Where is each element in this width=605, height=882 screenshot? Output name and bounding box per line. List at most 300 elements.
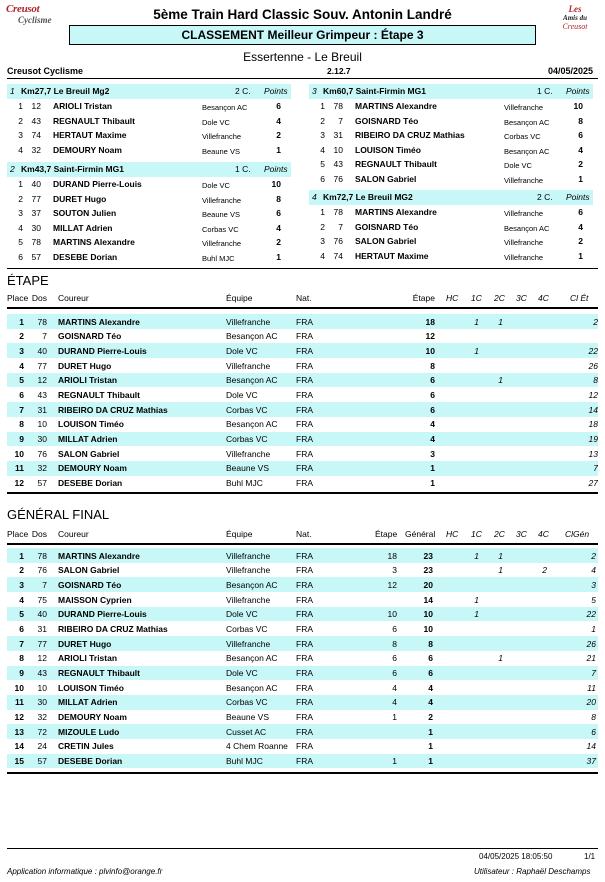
gpm-row-points: 1 bbox=[276, 144, 281, 155]
gpm-row bbox=[7, 250, 291, 265]
gpm-row-dossard: 77 bbox=[31, 193, 41, 204]
etape-rider: RIBEIRO DA CRUZ Mathias bbox=[58, 404, 168, 415]
general-header-rule bbox=[7, 543, 598, 545]
general-rider: GOISNARD Téo bbox=[58, 579, 122, 590]
general-rider: REGNAULT Thibault bbox=[58, 668, 140, 678]
general-etape-points: 6 bbox=[392, 668, 397, 678]
gpm-row-place: 3 bbox=[320, 236, 325, 246]
etape-place: 11 bbox=[15, 463, 24, 474]
general-rider: MILLAT Adrien bbox=[58, 697, 118, 708]
general-place: 14 bbox=[14, 741, 24, 752]
gpm-row-rider: RIBEIRO DA CRUZ Mathias bbox=[355, 130, 465, 140]
etape-dossard: 40 bbox=[37, 345, 47, 356]
etape-rider: MARTINS Alexandre bbox=[58, 316, 140, 327]
gpm-row-place: 4 bbox=[18, 222, 23, 233]
etape-1c: 1 bbox=[474, 316, 479, 327]
col-place-header: Place bbox=[7, 529, 29, 539]
gpm-category: 2 C. bbox=[537, 192, 553, 202]
logo-left-line2: Cyclisme bbox=[18, 15, 52, 25]
col-rider-header: Coureur bbox=[58, 529, 89, 539]
etape-cl: 26 bbox=[588, 360, 598, 371]
gpm-row-points: 4 bbox=[276, 222, 281, 233]
general-total: 10 bbox=[423, 623, 433, 634]
gpm-row-dossard: 78 bbox=[31, 237, 41, 247]
etape-row bbox=[7, 358, 598, 373]
col-team-header: Équipe bbox=[226, 529, 253, 539]
general-place: 2 bbox=[19, 565, 24, 576]
logo-right-line3: Creusot bbox=[562, 22, 588, 31]
general-dossard: 24 bbox=[37, 741, 47, 752]
general-rider: CRETIN Jules bbox=[58, 741, 114, 752]
general-nat: FRA bbox=[296, 579, 313, 590]
gpm-row-place: 2 bbox=[18, 193, 23, 204]
col-etape-header: Étape bbox=[412, 293, 435, 303]
gpm-header bbox=[7, 162, 291, 177]
gpm-row-team: Besançon AC bbox=[504, 117, 550, 127]
general-team: Villefranche bbox=[226, 550, 271, 561]
gpm-row-team: Besançon AC bbox=[202, 103, 248, 112]
gpm-row-dossard: 78 bbox=[333, 101, 343, 111]
etape-nat: FRA bbox=[296, 345, 313, 356]
gpm-header bbox=[309, 190, 593, 205]
general-team: Dole VC bbox=[226, 668, 258, 678]
etape-dossard: 32 bbox=[37, 463, 47, 474]
etape-team: Dole VC bbox=[226, 389, 258, 400]
etape-place: 8 bbox=[19, 419, 24, 430]
etape-cl: 18 bbox=[588, 419, 598, 430]
etape-1c: 1 bbox=[474, 345, 479, 356]
gpm-row-place: 6 bbox=[320, 173, 325, 184]
gpm-row-team: Villefranche bbox=[504, 209, 544, 218]
gpm-row bbox=[309, 99, 593, 114]
etape-place: 6 bbox=[19, 389, 24, 400]
gpm-row-rider: GOISNARD Téo bbox=[355, 115, 419, 126]
gpm-row-rider: DESEBE Dorian bbox=[53, 251, 118, 262]
etape-team: Dole VC bbox=[226, 345, 258, 356]
gpm-row-team: Besançon AC bbox=[504, 223, 550, 233]
general-dossard: 43 bbox=[37, 668, 47, 678]
general-total: 6 bbox=[428, 668, 433, 678]
general-row bbox=[7, 710, 598, 725]
etape-rider: DEMOURY Noam bbox=[58, 463, 127, 474]
etape-dossard: 10 bbox=[37, 419, 47, 430]
gpm-row-dossard: 76 bbox=[333, 236, 343, 246]
general-dossard: 78 bbox=[37, 550, 47, 561]
etape-cl: 7 bbox=[593, 463, 598, 474]
gpm-row-team: Dole VC bbox=[202, 117, 230, 127]
etape-row bbox=[7, 343, 598, 358]
etape-points: 18 bbox=[425, 316, 435, 327]
gpm-row-team: Villefranche bbox=[202, 132, 242, 141]
general-cl: 14 bbox=[586, 741, 596, 752]
etape-team: Buhl MJC bbox=[226, 478, 263, 489]
user-credit: Utilisateur : Raphaël Deschamps bbox=[474, 867, 591, 876]
gpm-row bbox=[7, 177, 291, 192]
gpm-row-place: 2 bbox=[18, 115, 23, 126]
general-row bbox=[7, 739, 598, 754]
general-row bbox=[7, 651, 598, 666]
gpm-category: 1 C. bbox=[235, 164, 251, 174]
general-place: 13 bbox=[14, 726, 24, 737]
gpm-name: Km60,7 Saint-Firmin MG1 bbox=[323, 86, 426, 96]
etape-place: 3 bbox=[19, 345, 24, 356]
general-etape-points: 3 bbox=[392, 565, 397, 576]
race-date: 04/05/2025 bbox=[548, 66, 594, 76]
gpm-row-points: 10 bbox=[573, 101, 583, 111]
general-cl: 22 bbox=[586, 609, 596, 620]
general-rider: DURAND Pierre-Louis bbox=[58, 609, 147, 620]
general-total: 4 bbox=[428, 682, 433, 693]
general-total: 23 bbox=[423, 550, 433, 561]
general-etape-points: 4 bbox=[392, 682, 397, 693]
general-nat: FRA bbox=[296, 682, 313, 693]
general-2c: 1 bbox=[498, 550, 503, 561]
etape-header-rule bbox=[7, 307, 598, 309]
etape-nat: FRA bbox=[296, 375, 313, 386]
general-row bbox=[7, 621, 598, 636]
gpm-points-label: Points bbox=[566, 192, 590, 202]
etape-team: Villefranche bbox=[226, 448, 271, 459]
general-total: 14 bbox=[423, 594, 433, 605]
gpm-block-3 bbox=[309, 84, 593, 186]
gpm-row bbox=[309, 143, 593, 158]
general-team: Besançon AC bbox=[226, 682, 278, 693]
etape-dossard: 43 bbox=[37, 389, 47, 400]
general-dossard: 12 bbox=[37, 653, 47, 664]
gpm-row-team: Beaune VS bbox=[202, 146, 240, 156]
col-hc-header: HC bbox=[446, 529, 459, 539]
etape-row bbox=[7, 387, 598, 402]
gpm-row-place: 3 bbox=[320, 130, 325, 140]
etape-row bbox=[7, 402, 598, 417]
col-dossard-header: Dos bbox=[31, 529, 47, 539]
gpm-row-team: Dole VC bbox=[202, 181, 230, 190]
etape-place: 2 bbox=[19, 331, 24, 342]
etape-dossard: 78 bbox=[37, 316, 47, 327]
general-1c: 1 bbox=[474, 594, 479, 605]
etape-cl: 8 bbox=[593, 375, 598, 386]
gpm-category: 2 C. bbox=[235, 86, 251, 96]
etape-nat: FRA bbox=[296, 360, 313, 371]
etape-nat: FRA bbox=[296, 389, 313, 400]
general-cl: 2 bbox=[591, 550, 596, 561]
general-nat: FRA bbox=[296, 726, 313, 737]
gpm-row-dossard: 7 bbox=[338, 115, 343, 126]
gpm-row-points: 2 bbox=[578, 236, 583, 246]
etape-points: 6 bbox=[430, 389, 435, 400]
general-row bbox=[7, 563, 598, 578]
etape-cl: 14 bbox=[588, 404, 598, 415]
general-place: 8 bbox=[19, 653, 24, 664]
general-cl: 8 bbox=[591, 712, 596, 723]
general-total: 1 bbox=[428, 741, 433, 752]
gpm-row bbox=[309, 220, 593, 235]
general-team: 4 Chem Roanne bbox=[226, 741, 288, 752]
gpm-row-points: 1 bbox=[276, 251, 281, 262]
etape-cl: 2 bbox=[593, 316, 598, 327]
etape-place: 7 bbox=[19, 404, 24, 415]
general-dossard: 30 bbox=[37, 697, 47, 708]
gpm-row-points: 6 bbox=[578, 207, 583, 217]
table-header-row bbox=[7, 527, 598, 541]
gpm-row-rider: REGNAULT Thibault bbox=[53, 115, 135, 126]
general-rider: SALON Gabriel bbox=[58, 565, 120, 576]
col-nat-header: Nat. bbox=[296, 529, 312, 539]
general-nat: FRA bbox=[296, 623, 313, 634]
etape-place: 12 bbox=[14, 478, 24, 489]
col-3c-header: 3C bbox=[516, 293, 527, 303]
etape-rider: MILLAT Adrien bbox=[58, 434, 118, 444]
general-nat: FRA bbox=[296, 756, 313, 767]
gpm-row-team: Villefranche bbox=[202, 239, 242, 248]
etape-nat: FRA bbox=[296, 316, 313, 327]
col-general-header: Général bbox=[405, 529, 436, 539]
gpm-row-team: Buhl MJC bbox=[202, 253, 235, 263]
general-etape-points: 6 bbox=[392, 623, 397, 634]
gpm-row-points: 6 bbox=[276, 208, 281, 218]
etape-cl: 13 bbox=[588, 448, 598, 459]
etape-team: Villefranche bbox=[226, 316, 271, 327]
gpm-row-rider: MILLAT Adrien bbox=[53, 222, 113, 233]
gpm-block-2 bbox=[7, 162, 291, 264]
gpm-row-dossard: 40 bbox=[31, 179, 41, 189]
gpm-row bbox=[309, 234, 593, 249]
etape-place: 1 bbox=[19, 316, 24, 327]
gpm-row-team: Corbas VC bbox=[202, 224, 239, 234]
col-nat-header: Nat. bbox=[296, 293, 312, 303]
etape-points: 4 bbox=[430, 434, 435, 444]
general-total: 1 bbox=[428, 756, 433, 767]
etape-points: 6 bbox=[430, 375, 435, 386]
etape-rider: ARIOLI Tristan bbox=[58, 375, 118, 386]
general-total: 2 bbox=[428, 712, 433, 723]
organizer-club: Creusot Cyclisme bbox=[7, 66, 84, 76]
gpm-row-place: 4 bbox=[18, 144, 23, 155]
gpm-row-rider: MARTINS Alexandre bbox=[53, 237, 135, 247]
gpm-points-label: Points bbox=[264, 164, 288, 174]
gpm-row-place: 3 bbox=[18, 130, 23, 140]
etape-table bbox=[7, 314, 598, 490]
gpm-row-place: 1 bbox=[18, 179, 23, 189]
general-nat: FRA bbox=[296, 741, 313, 752]
etape-dossard: 57 bbox=[37, 478, 47, 489]
general-dossard: 75 bbox=[37, 594, 47, 605]
etape-rider: DESEBE Dorian bbox=[58, 478, 123, 489]
general-team: Buhl MJC bbox=[226, 756, 263, 767]
general-nat: FRA bbox=[296, 668, 313, 678]
etape-team: Corbas VC bbox=[226, 434, 268, 444]
general-dossard: 57 bbox=[37, 756, 47, 767]
gpm-block-4 bbox=[309, 190, 593, 263]
gpm-row-place: 5 bbox=[18, 237, 23, 247]
general-place: 6 bbox=[19, 623, 24, 634]
etape-points: 1 bbox=[430, 463, 435, 474]
gpm-row bbox=[309, 172, 593, 187]
etape-row bbox=[7, 446, 598, 461]
etape-dossard: 12 bbox=[37, 375, 47, 386]
general-place: 1 bbox=[19, 550, 24, 561]
gpm-number: 2 bbox=[10, 164, 15, 174]
general-1c: 1 bbox=[474, 609, 479, 620]
general-team: Corbas VC bbox=[226, 623, 268, 634]
gpm-row-points: 4 bbox=[578, 144, 583, 155]
general-cl: 5 bbox=[591, 594, 596, 605]
gpm-row-points: 2 bbox=[578, 159, 583, 169]
gpm-row-place: 2 bbox=[320, 115, 325, 126]
gpm-row bbox=[309, 114, 593, 129]
footer-divider bbox=[7, 848, 598, 849]
gpm-row bbox=[7, 221, 291, 236]
etape-nat: FRA bbox=[296, 434, 313, 444]
gpm-row-points: 4 bbox=[276, 115, 281, 126]
general-place: 5 bbox=[19, 609, 24, 620]
general-table-header bbox=[7, 527, 598, 541]
general-row bbox=[7, 680, 598, 695]
general-dossard: 10 bbox=[37, 682, 47, 693]
gpm-row-place: 1 bbox=[320, 207, 325, 217]
etape-rider: LOUISON Timéo bbox=[58, 419, 124, 430]
etape-nat: FRA bbox=[296, 448, 313, 459]
general-dossard: 40 bbox=[37, 609, 47, 620]
gpm-row-rider: SALON Gabriel bbox=[355, 173, 417, 184]
print-timestamp: 04/05/2025 18:05:50 bbox=[479, 852, 553, 861]
gpm-row-dossard: 43 bbox=[31, 115, 41, 126]
gpm-row bbox=[7, 99, 291, 114]
gpm-row-place: 2 bbox=[320, 221, 325, 232]
general-total: 4 bbox=[428, 697, 433, 708]
gpm-name: Km72,7 Le Breuil MG2 bbox=[323, 192, 413, 202]
gpm-row-dossard: 12 bbox=[31, 101, 41, 111]
gpm-row-points: 6 bbox=[276, 101, 281, 111]
logo-right-line1: Les bbox=[568, 4, 582, 14]
general-rider: MARTINS Alexandre bbox=[58, 550, 140, 561]
gpm-row-dossard: 74 bbox=[333, 250, 343, 261]
etape-nat: FRA bbox=[296, 419, 313, 430]
gpm-row bbox=[7, 128, 291, 143]
etape-row bbox=[7, 476, 598, 491]
general-cl: 37 bbox=[586, 756, 596, 767]
gpm-row-rider: REGNAULT Thibault bbox=[355, 159, 437, 169]
etape-team: Besançon AC bbox=[226, 331, 278, 342]
general-table bbox=[7, 548, 598, 768]
general-cl: 4 bbox=[591, 565, 596, 576]
gpm-row bbox=[309, 128, 593, 143]
etape-place: 10 bbox=[14, 448, 24, 459]
general-total: 23 bbox=[423, 565, 433, 576]
general-row bbox=[7, 666, 598, 681]
etape-dossard: 30 bbox=[37, 434, 47, 444]
etape-dossard: 76 bbox=[37, 448, 47, 459]
gpm-row-team: Villefranche bbox=[202, 195, 242, 205]
gpm-number: 3 bbox=[312, 86, 317, 96]
col-2c-header: 2C bbox=[494, 293, 505, 303]
gpm-row-dossard: 30 bbox=[31, 222, 41, 233]
general-4c: 2 bbox=[542, 565, 547, 576]
gpm-number: 4 bbox=[312, 192, 317, 202]
general-nat: FRA bbox=[296, 638, 313, 649]
general-dossard: 32 bbox=[37, 712, 47, 723]
stage-location: Essertenne - Le Breuil bbox=[243, 50, 362, 64]
gpm-row-team: Dole VC bbox=[504, 161, 532, 170]
gpm-number: 1 bbox=[10, 86, 15, 96]
etape-place: 4 bbox=[19, 360, 24, 371]
gpm-row-team: Corbas VC bbox=[504, 132, 541, 141]
gpm-row-dossard: 32 bbox=[31, 144, 41, 155]
gpm-row bbox=[7, 143, 291, 158]
general-team: Villefranche bbox=[226, 638, 271, 649]
gpm-divider bbox=[7, 268, 598, 269]
gpm-row-points: 1 bbox=[578, 250, 583, 261]
gpm-row-points: 10 bbox=[271, 179, 281, 189]
col-4c-header: 4C bbox=[538, 293, 549, 303]
gpm-row bbox=[309, 205, 593, 220]
general-etape-points: 8 bbox=[392, 638, 397, 649]
gpm-row-place: 1 bbox=[18, 101, 23, 111]
general-etape-points: 4 bbox=[392, 697, 397, 708]
gpm-row-rider: ARIOLI Tristan bbox=[53, 101, 113, 111]
etape-rider: REGNAULT Thibault bbox=[58, 389, 140, 400]
general-dossard: 76 bbox=[37, 565, 47, 576]
general-rider: DESEBE Dorian bbox=[58, 756, 123, 767]
gpm-row-dossard: 74 bbox=[31, 130, 41, 140]
header-divider bbox=[7, 78, 598, 79]
general-place: 11 bbox=[15, 697, 24, 708]
general-row bbox=[7, 548, 598, 563]
col-place-header: Place bbox=[7, 293, 29, 303]
general-1c: 1 bbox=[474, 550, 479, 561]
general-row bbox=[7, 607, 598, 622]
general-dossard: 31 bbox=[37, 623, 47, 634]
race-code: 2.12.7 bbox=[327, 66, 351, 76]
gpm-row-place: 4 bbox=[320, 250, 325, 261]
gpm-row-place: 3 bbox=[18, 208, 23, 218]
general-rider: MAISSON Cyprien bbox=[58, 594, 132, 605]
gpm-points-label: Points bbox=[566, 86, 590, 96]
general-rider: LOUISON Timéo bbox=[58, 682, 124, 693]
col-3c-header: 3C bbox=[516, 529, 527, 539]
gpm-row-points: 6 bbox=[578, 130, 583, 140]
general-rider: ARIOLI Tristan bbox=[58, 653, 118, 664]
etape-row bbox=[7, 329, 598, 344]
col-1c-header: 1C bbox=[471, 293, 482, 303]
general-place: 3 bbox=[19, 579, 24, 590]
general-2c: 1 bbox=[498, 565, 503, 576]
etape-row bbox=[7, 314, 598, 329]
gpm-row-rider: GOISNARD Téo bbox=[355, 221, 419, 232]
gpm-row-place: 6 bbox=[18, 251, 23, 262]
etape-row bbox=[7, 432, 598, 447]
etape-points: 1 bbox=[430, 478, 435, 489]
general-cl: 7 bbox=[591, 668, 596, 678]
general-team: Dole VC bbox=[226, 609, 258, 620]
gpm-row-points: 8 bbox=[578, 115, 583, 126]
gpm-row bbox=[7, 192, 291, 207]
etape-rider: SALON Gabriel bbox=[58, 448, 120, 459]
general-total: 6 bbox=[428, 653, 433, 664]
race-title: 5ème Train Hard Classic Souv. Antonin Landré bbox=[153, 7, 452, 22]
etape-team: Villefranche bbox=[226, 360, 271, 371]
general-nat: FRA bbox=[296, 594, 313, 605]
etape-2c: 1 bbox=[498, 316, 503, 327]
classement-title: CLASSEMENT Meilleur Grimpeur : Étape 3 bbox=[69, 25, 536, 45]
gpm-row-place: 4 bbox=[320, 144, 325, 155]
gpm-row-dossard: 43 bbox=[333, 159, 343, 169]
general-nat: FRA bbox=[296, 712, 313, 723]
gpm-row-rider: HERTAUT Maxime bbox=[355, 250, 429, 261]
general-cl: 6 bbox=[591, 726, 596, 737]
gpm-row-place: 5 bbox=[320, 159, 325, 169]
etape-team: Besançon AC bbox=[226, 419, 278, 430]
